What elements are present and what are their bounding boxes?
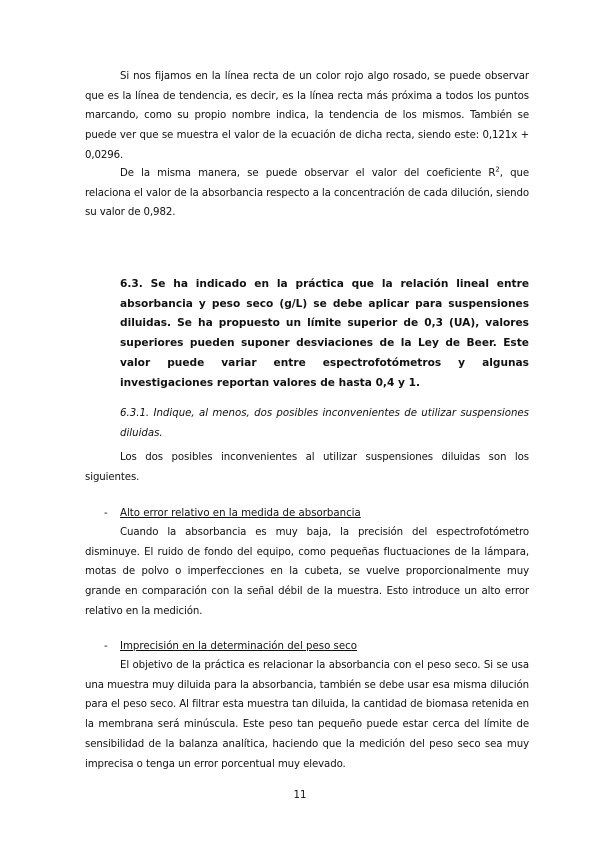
paragraph-r-squared <box>85 164 529 223</box>
bullet-dash: - <box>104 508 108 519</box>
subquestion-6-3-1: 6.3.1. Indique, al menos, dos posibles inconvenientes de utilizar suspensiones diluidas. <box>120 408 529 439</box>
paragraph-intro: Los dos posibles inconvenientes al utilizar suspensiones diluidas son los siguientes. <box>85 452 529 483</box>
r-squared-text-start: De la misma manera, se puede observar el valor del coeficiente R <box>120 168 496 179</box>
bullet-title: Imprecisión en la determinación del peso seco <box>120 641 357 652</box>
bullet-title: Alto error relativo en la medida de absorbancia <box>120 508 361 519</box>
section-heading-6-3: 6.3. Se ha indicado en la práctica que la relación lineal entre absorbancia y peso seco (g/L) se debe aplicar para suspensiones diluidas. Se ha propuesto un límite superior de 0,3 (UA), valores superiores pueden suponer desviaciones de la Ley de Beer. Este valor puede variar entre espectrofotómetros y algunas investigaciones reportan valores de hasta 0,4 y 1. <box>120 278 529 389</box>
r-squared-text-end: , que relaciona el valor de la absorbancia respecto a la concentración de cada dilución, siendo su valor de 0,982. <box>85 168 530 219</box>
page-number: 11 <box>293 790 307 801</box>
bullet-body: El objetivo de la práctica es relacionar la absorbancia con el peso seco. Si se usa una muestra muy diluida para la absorbancia, también se debe usar esa misma dilución para el peso seco. Al filtrar esta muestra tan diluida, la cantidad de biomasa retenida en la membrana será minúscula. Este peso tan pequeño puede estar cerca del límite de sensibilidad de la balanza analítica, haciendo que la medición del peso seco sea muy imprecisa o tenga un error porcentual muy elevado. <box>85 660 529 770</box>
paragraph-trend-line: Si nos fijamos en la línea recta de un color rojo algo rosado, se puede observar que es la línea de tendencia, es decir, es la línea recta más próxima a todos los puntos marcando, como su propio nombre indica, la tendencia de los mismos. También se puede ver que se muestra el valor de la ecuación de dicha recta, siendo este: 0,121x + 0,0296. <box>85 71 529 161</box>
bullet-dash: - <box>104 641 108 652</box>
bullet-body: Cuando la absorbancia es muy baja, la precisión del espectrofotómetro disminuye. El ruido de fondo del equipo, como pequeñas fluctuaciones de la lámpara, motas de polvo o imperfecciones en la cubeta, se vuelve proporcionalmente muy grande en comparación con la señal débil de la muestra. Esto introduce un alto error relativo en la medición. <box>85 527 529 617</box>
r-squared-superscript: 2 <box>495 165 500 174</box>
